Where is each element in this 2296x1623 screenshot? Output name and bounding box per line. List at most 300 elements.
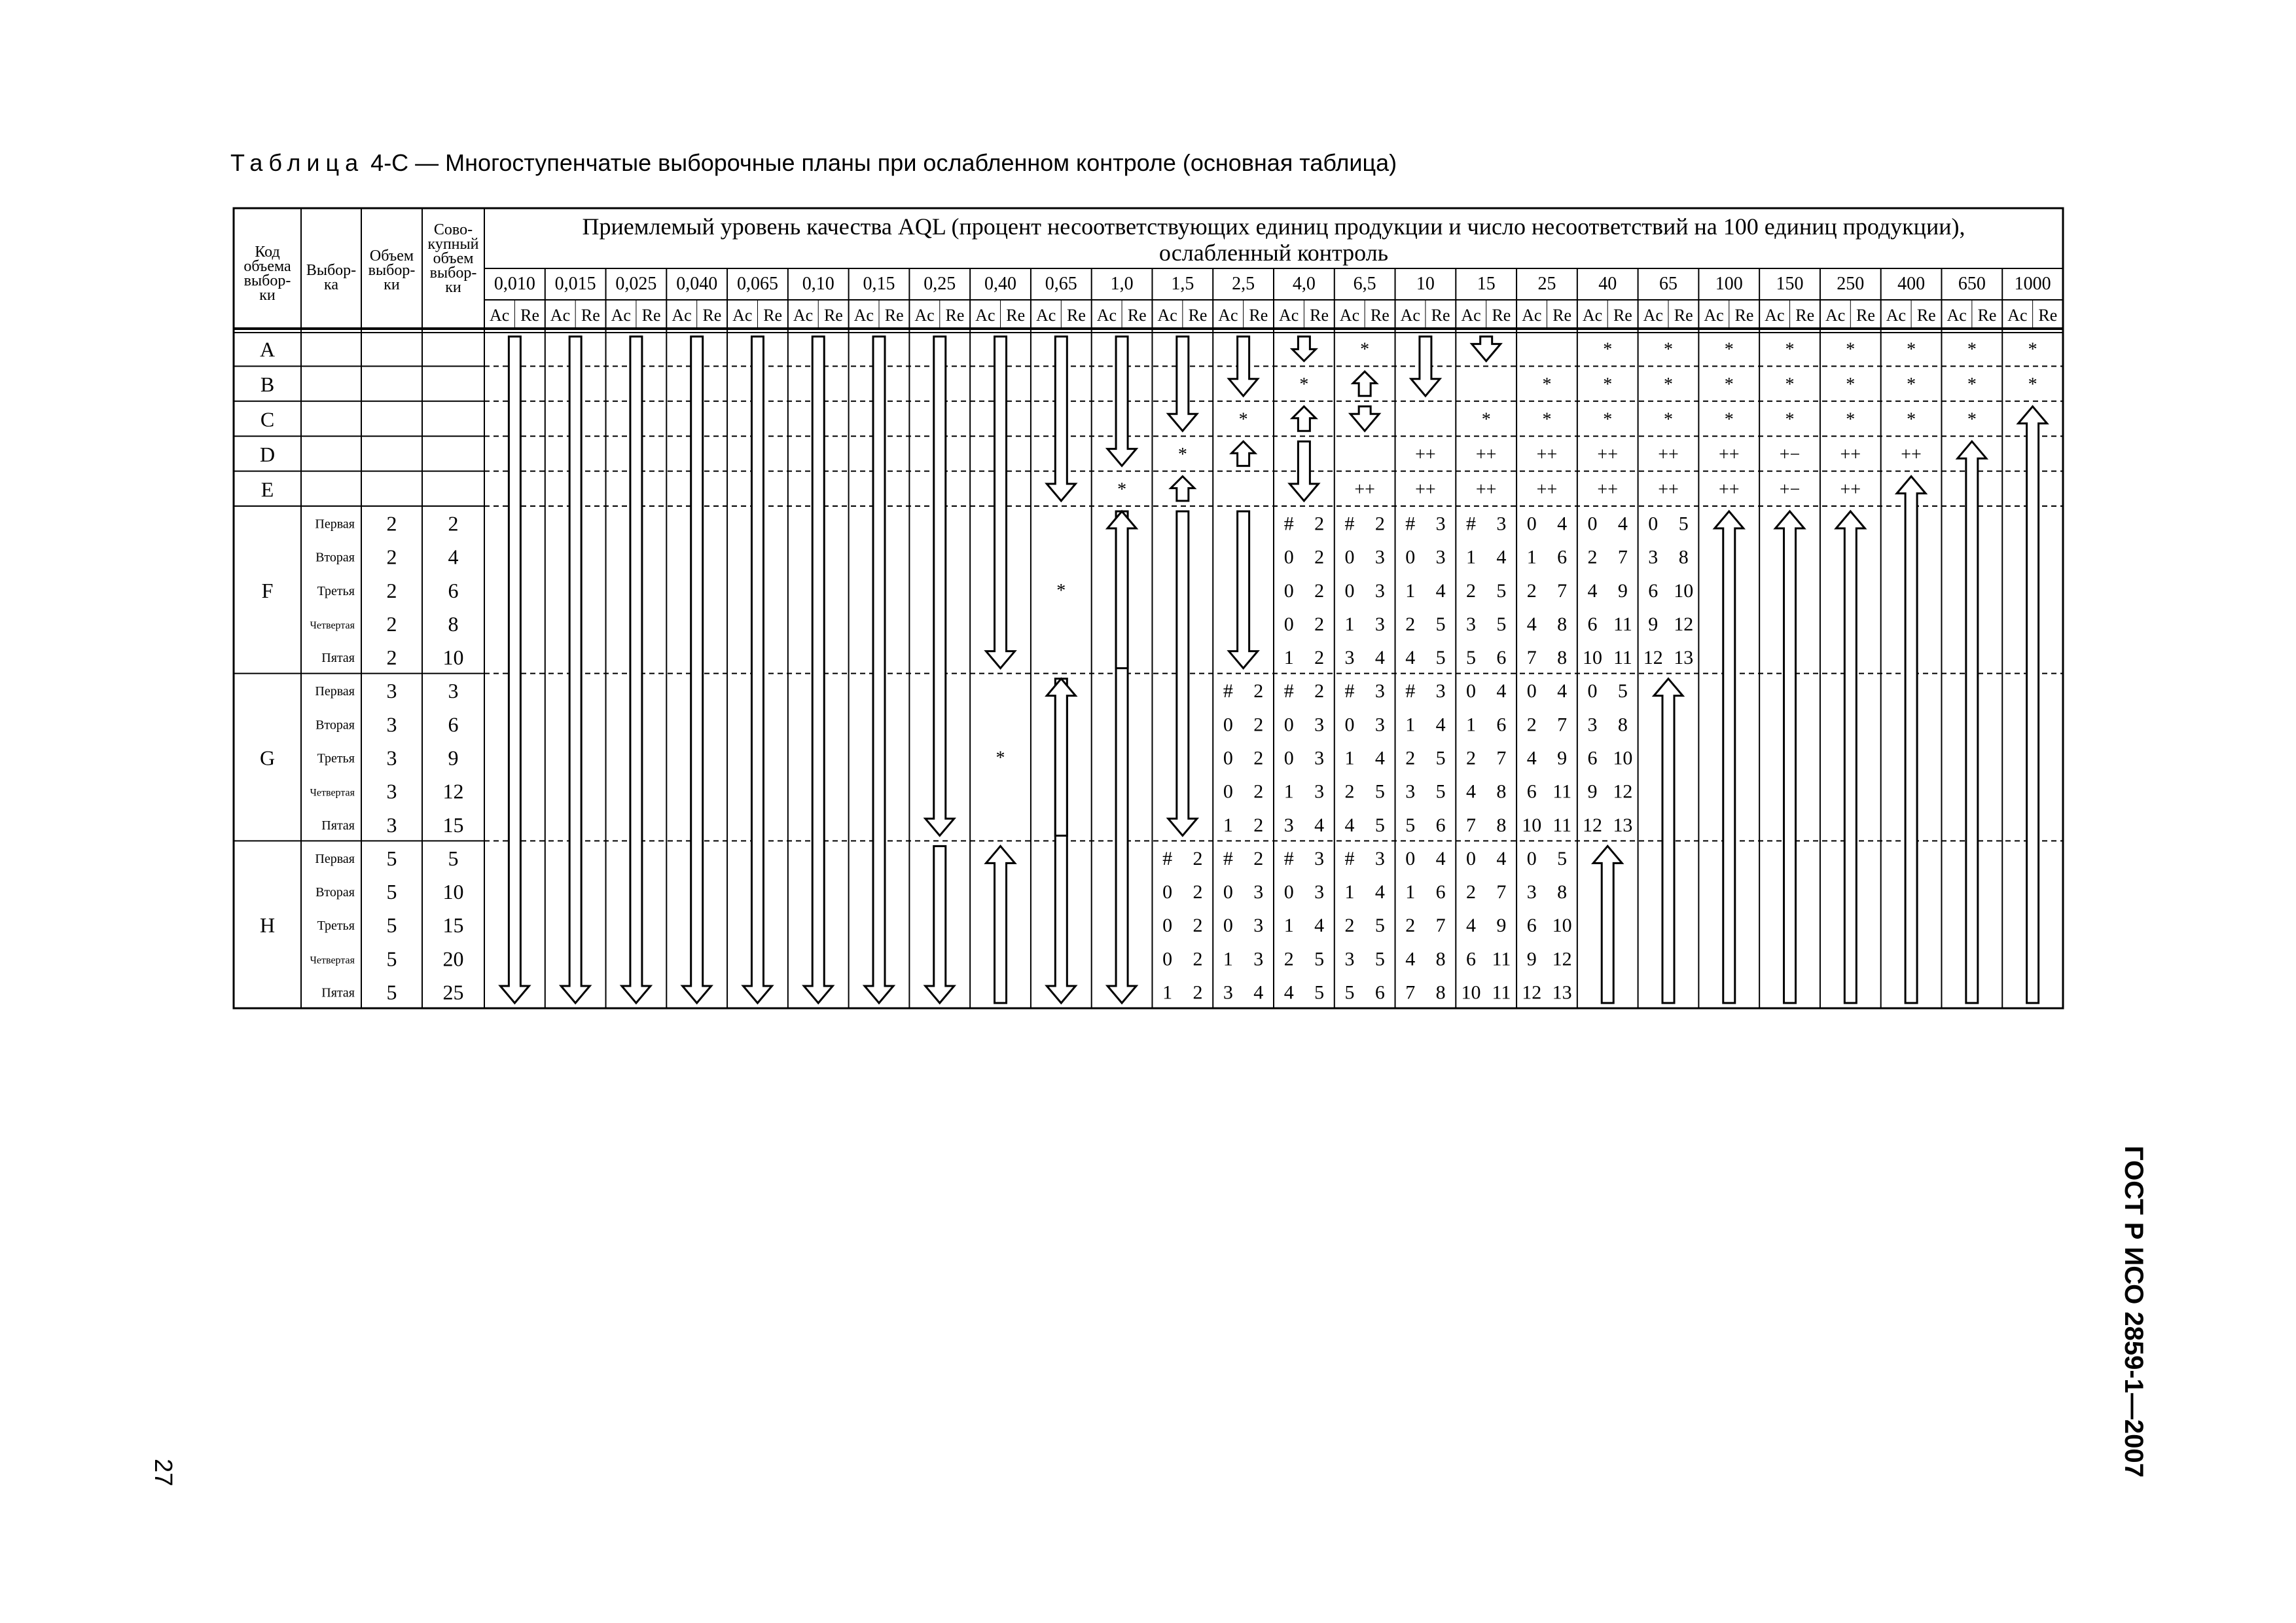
asterisk-mark: * bbox=[1785, 339, 1795, 360]
ac-value: 0 bbox=[1344, 546, 1355, 568]
re-value: 7 bbox=[1496, 881, 1507, 903]
re-value: 7 bbox=[1557, 714, 1568, 736]
ac-value: 1 bbox=[1405, 881, 1416, 903]
ac-label: Ac bbox=[1279, 306, 1299, 325]
re-value: 3 bbox=[1435, 546, 1446, 568]
cumulative-size: 15 bbox=[442, 913, 464, 938]
page-number-text: 27 bbox=[149, 1459, 177, 1487]
re-value: 5 bbox=[1374, 814, 1385, 836]
ac-value: # bbox=[1344, 513, 1355, 535]
re-value: 8 bbox=[1557, 613, 1568, 635]
asterisk-mark: * bbox=[1603, 409, 1613, 430]
re-value: 5 bbox=[1496, 613, 1507, 635]
sample-size: 3 bbox=[386, 779, 397, 803]
code-letter: C bbox=[260, 407, 275, 431]
ac-label: Ac bbox=[793, 306, 814, 325]
ac-value: 1 bbox=[1466, 714, 1476, 736]
aql-level-label: 0,15 bbox=[863, 274, 895, 294]
re-value: 4 bbox=[1374, 647, 1385, 669]
re-value: 8 bbox=[1557, 647, 1568, 669]
re-value: 3 bbox=[1314, 714, 1325, 736]
re-value: 6 bbox=[1374, 981, 1385, 1004]
asterisk-mark: * bbox=[1360, 339, 1370, 360]
re-value: 4 bbox=[1496, 546, 1507, 568]
code-letter: E bbox=[260, 477, 274, 501]
stage-label: Четвертая bbox=[310, 787, 355, 799]
aql-level-label: 250 bbox=[1837, 274, 1865, 294]
re-value: 7 bbox=[1435, 915, 1446, 937]
re-value: 5 bbox=[1374, 780, 1385, 803]
aql-level-label: 0,25 bbox=[924, 274, 956, 294]
re-label: Re bbox=[1734, 306, 1754, 325]
asterisk-mark: * bbox=[2028, 339, 2037, 360]
sample-size: 3 bbox=[386, 679, 397, 703]
ac-value: 12 bbox=[1643, 647, 1663, 669]
aql-level-label: 150 bbox=[1776, 274, 1804, 294]
plus-mark: ++ bbox=[1658, 479, 1679, 500]
asterisk-mark: * bbox=[1603, 374, 1613, 395]
arrow-up-icon bbox=[1776, 511, 1804, 1003]
re-value: 3 bbox=[1435, 680, 1446, 702]
re-label: Re bbox=[520, 306, 540, 325]
re-value: 13 bbox=[1552, 981, 1572, 1004]
plus-mark: ++ bbox=[1354, 479, 1375, 500]
ac-value: 0 bbox=[1405, 546, 1416, 568]
re-value: 2 bbox=[1314, 680, 1325, 702]
re-label: Re bbox=[1127, 306, 1147, 325]
ac-label: Ac bbox=[1643, 306, 1663, 325]
ac-value: 2 bbox=[1344, 915, 1355, 937]
ac-value: 2 bbox=[1405, 747, 1416, 769]
header-size-text: Объем bbox=[369, 247, 414, 264]
re-label: Re bbox=[1370, 306, 1390, 325]
ac-value: # bbox=[1405, 513, 1416, 535]
re-value: 3 bbox=[1374, 847, 1385, 869]
re-label: Re bbox=[1188, 306, 1208, 325]
re-value: 11 bbox=[1552, 814, 1572, 836]
asterisk-mark: * bbox=[1967, 409, 1977, 430]
ac-value: 7 bbox=[1466, 814, 1476, 836]
plus-mark: ++ bbox=[1536, 479, 1558, 500]
stage-label: Первая bbox=[315, 851, 355, 866]
sample-size: 3 bbox=[386, 812, 397, 837]
ac-label: Ac bbox=[490, 306, 510, 325]
asterisk-mark: * bbox=[1967, 339, 1977, 360]
asterisk-mark: * bbox=[1664, 339, 1673, 360]
re-value: 3 bbox=[1496, 513, 1507, 535]
cumulative-size: 9 bbox=[448, 746, 459, 770]
re-value: 3 bbox=[1253, 881, 1264, 903]
arrow-up-icon bbox=[1232, 441, 1255, 465]
re-label: Re bbox=[581, 306, 600, 325]
re-value: 4 bbox=[1314, 814, 1325, 836]
re-value: 5 bbox=[1617, 680, 1628, 702]
aql-level-label: 4,0 bbox=[1292, 274, 1316, 294]
re-value: 2 bbox=[1314, 647, 1325, 669]
re-label: Re bbox=[884, 306, 904, 325]
re-value: 4 bbox=[1253, 981, 1264, 1004]
re-value: 13 bbox=[1613, 814, 1633, 836]
ac-value: 0 bbox=[1162, 915, 1173, 937]
ac-label: Ac bbox=[550, 306, 571, 325]
arrow-down-icon bbox=[986, 337, 1015, 668]
re-label: Re bbox=[763, 306, 783, 325]
re-value: 8 bbox=[1435, 981, 1446, 1004]
ac-value: # bbox=[1283, 680, 1294, 702]
ac-value: 2 bbox=[1344, 780, 1355, 803]
ac-value: 3 bbox=[1344, 647, 1355, 669]
ac-value: 1 bbox=[1283, 780, 1294, 803]
header-cumulative-text: ки bbox=[445, 279, 461, 296]
ac-value: 2 bbox=[1466, 881, 1476, 903]
header-sample-text: ка bbox=[324, 276, 338, 293]
re-value: 3 bbox=[1374, 613, 1385, 635]
code-letter: D bbox=[259, 442, 276, 466]
ac-value: 4 bbox=[1405, 948, 1416, 970]
arrow-up-icon bbox=[1897, 477, 1926, 1003]
asterisk-mark: * bbox=[1238, 409, 1248, 430]
cumulative-size: 2 bbox=[448, 511, 459, 536]
re-value: 10 bbox=[1613, 747, 1633, 769]
sample-size: 3 bbox=[386, 712, 397, 737]
re-value: 5 bbox=[1557, 847, 1568, 869]
re-label: Re bbox=[823, 306, 843, 325]
arrow-down-icon bbox=[1472, 337, 1501, 361]
ac-label: Ac bbox=[1400, 306, 1420, 325]
ac-value: 3 bbox=[1223, 981, 1233, 1004]
ac-value: 7 bbox=[1405, 981, 1416, 1004]
ac-value: 12 bbox=[1522, 981, 1542, 1004]
aql-level-label: 1000 bbox=[2014, 274, 2051, 294]
cumulative-size: 5 bbox=[448, 846, 459, 870]
ac-value: 0 bbox=[1223, 747, 1233, 769]
sample-size: 5 bbox=[386, 880, 397, 904]
ac-value: 4 bbox=[1466, 780, 1476, 803]
aql-level-label: 0,040 bbox=[676, 274, 718, 294]
re-value: 9 bbox=[1496, 915, 1507, 937]
ac-value: 0 bbox=[1526, 680, 1537, 702]
cumulative-size: 20 bbox=[442, 947, 464, 971]
ac-label: Ac bbox=[1096, 306, 1117, 325]
ac-label: Ac bbox=[1157, 306, 1177, 325]
asterisk-mark: * bbox=[1177, 444, 1187, 465]
aql-level-label: 10 bbox=[1416, 274, 1435, 294]
arrow-down-icon bbox=[1229, 337, 1258, 396]
ac-value: 10 bbox=[1583, 647, 1603, 669]
sample-size: 2 bbox=[386, 545, 397, 569]
ac-value: 0 bbox=[1283, 613, 1294, 635]
asterisk-mark: * bbox=[1907, 374, 1916, 395]
aql-level-label: 0,40 bbox=[984, 274, 1017, 294]
re-label: Re bbox=[1310, 306, 1329, 325]
re-value: 7 bbox=[1496, 747, 1507, 769]
re-value: 5 bbox=[1314, 948, 1325, 970]
ac-value: 4 bbox=[1344, 814, 1355, 836]
re-value: 9 bbox=[1617, 579, 1628, 602]
aql-level-label: 0,10 bbox=[802, 274, 834, 294]
aql-level-label: 6,5 bbox=[1353, 274, 1376, 294]
sample-size: 5 bbox=[386, 913, 397, 938]
ac-label: Ac bbox=[611, 306, 631, 325]
ac-value: 6 bbox=[1526, 915, 1537, 937]
ac-value: 1 bbox=[1466, 546, 1476, 568]
re-value: 4 bbox=[1374, 747, 1385, 769]
ac-value: 0 bbox=[1526, 513, 1537, 535]
re-value: 5 bbox=[1374, 915, 1385, 937]
ac-value: 6 bbox=[1526, 780, 1537, 803]
arrow-down-icon bbox=[1411, 337, 1440, 396]
ac-value: 10 bbox=[1522, 814, 1542, 836]
plus-mark: ++ bbox=[1415, 444, 1436, 465]
ac-value: 1 bbox=[1162, 981, 1173, 1004]
cumulative-size: 12 bbox=[442, 779, 464, 803]
re-value: 8 bbox=[1678, 546, 1689, 568]
re-value: 11 bbox=[1492, 981, 1511, 1004]
cumulative-size: 3 bbox=[448, 679, 459, 703]
asterisk-mark: * bbox=[1724, 409, 1734, 430]
re-value: 4 bbox=[1435, 579, 1446, 602]
ac-value: 3 bbox=[1466, 613, 1476, 635]
aql-level-label: 1,5 bbox=[1171, 274, 1194, 294]
ac-label: Ac bbox=[1461, 306, 1481, 325]
sample-size: 5 bbox=[386, 980, 397, 1004]
arrow-down-icon bbox=[1350, 407, 1379, 431]
re-value: 4 bbox=[1435, 714, 1446, 736]
re-value: 6 bbox=[1557, 546, 1568, 568]
re-label: Re bbox=[1552, 306, 1572, 325]
re-value: 6 bbox=[1496, 714, 1507, 736]
aql-level-label: 0,065 bbox=[736, 274, 778, 294]
re-value: 9 bbox=[1557, 747, 1568, 769]
ac-value: 5 bbox=[1466, 647, 1476, 669]
header-code-text: объема bbox=[243, 258, 291, 275]
re-value: 6 bbox=[1496, 647, 1507, 669]
aql-level-label: 650 bbox=[1958, 274, 1986, 294]
aql-title: Приемлемый уровень качества AQL (процент несоответствующих единиц продукции и число несоответствий на 100 единиц продукции), bbox=[582, 213, 1965, 240]
ac-value: 0 bbox=[1283, 881, 1294, 903]
header-size-text: выбор- bbox=[368, 262, 416, 279]
ac-label: Ac bbox=[1339, 306, 1360, 325]
ac-label: Ac bbox=[1765, 306, 1785, 325]
ac-value: 1 bbox=[1344, 613, 1355, 635]
ac-label: Ac bbox=[2007, 306, 2028, 325]
ac-value: 0 bbox=[1283, 546, 1294, 568]
ac-value: 7 bbox=[1526, 647, 1537, 669]
re-label: Re bbox=[1977, 306, 1997, 325]
ac-label: Ac bbox=[975, 306, 996, 325]
re-value: 3 bbox=[1314, 881, 1325, 903]
ac-label: Ac bbox=[914, 306, 935, 325]
ac-value: 4 bbox=[1526, 613, 1537, 635]
stage-label: Пятая bbox=[321, 985, 355, 1000]
asterisk-mark: * bbox=[1664, 409, 1673, 430]
cumulative-size: 10 bbox=[442, 646, 464, 670]
ac-value: 4 bbox=[1466, 915, 1476, 937]
aql-level-label: 400 bbox=[1897, 274, 1926, 294]
aql-level-label: 65 bbox=[1659, 274, 1677, 294]
re-label: Re bbox=[1067, 306, 1086, 325]
re-value: 2 bbox=[1314, 513, 1325, 535]
arrow-down-icon bbox=[925, 337, 954, 835]
re-value: 3 bbox=[1314, 747, 1325, 769]
ac-value: 2 bbox=[1466, 579, 1476, 602]
aql-level-label: 2,5 bbox=[1232, 274, 1255, 294]
cumulative-size: 8 bbox=[448, 611, 459, 636]
plus-mark: ++ bbox=[1415, 479, 1436, 500]
ac-label: Ac bbox=[672, 306, 692, 325]
re-value: 3 bbox=[1374, 579, 1385, 602]
re-label: Re bbox=[1916, 306, 1936, 325]
ac-value: 2 bbox=[1587, 546, 1598, 568]
asterisk-mark: * bbox=[2028, 374, 2037, 395]
ac-value: 10 bbox=[1461, 981, 1481, 1004]
aql-level-label: 25 bbox=[1537, 274, 1556, 294]
re-label: Re bbox=[2038, 306, 2058, 325]
re-value: 2 bbox=[1253, 847, 1264, 869]
re-label: Re bbox=[641, 306, 661, 325]
ac-value: 0 bbox=[1526, 847, 1537, 869]
cumulative-size: 6 bbox=[448, 578, 459, 602]
re-value: 12 bbox=[1613, 780, 1633, 803]
re-value: 3 bbox=[1314, 780, 1325, 803]
re-label: Re bbox=[1613, 306, 1632, 325]
arrow-down-icon bbox=[1168, 337, 1197, 431]
ac-value: 6 bbox=[1587, 613, 1598, 635]
arrow-down-icon bbox=[1229, 511, 1258, 668]
asterisk-mark: * bbox=[996, 748, 1005, 769]
header-cumulative-text: Сово- bbox=[433, 221, 473, 238]
plus-mark: ++ bbox=[1718, 444, 1740, 465]
arrow-up-icon bbox=[2018, 407, 2047, 1003]
asterisk-mark: * bbox=[1846, 374, 1856, 395]
plus-mark: ++ bbox=[1840, 444, 1861, 465]
aql-level-label: 100 bbox=[1715, 274, 1743, 294]
ac-value: 0 bbox=[1344, 579, 1355, 602]
re-label: Re bbox=[1856, 306, 1875, 325]
re-value: 8 bbox=[1435, 948, 1446, 970]
asterisk-mark: * bbox=[1542, 409, 1552, 430]
code-letter: A bbox=[259, 337, 276, 361]
re-value: 3 bbox=[1253, 948, 1264, 970]
re-value: 2 bbox=[1193, 847, 1203, 869]
ac-value: 4 bbox=[1283, 981, 1294, 1004]
re-label: Re bbox=[1492, 306, 1511, 325]
arrow-up-icon bbox=[1353, 371, 1376, 395]
re-value: 2 bbox=[1314, 613, 1325, 635]
ac-value: 3 bbox=[1405, 780, 1416, 803]
ac-value: 0 bbox=[1223, 714, 1233, 736]
ac-value: 1 bbox=[1344, 881, 1355, 903]
arrow-up-icon bbox=[1171, 477, 1194, 501]
re-value: 2 bbox=[1253, 714, 1264, 736]
re-label: Re bbox=[1249, 306, 1268, 325]
ac-value: # bbox=[1344, 680, 1355, 702]
header-cumulative-text: купный bbox=[427, 236, 479, 253]
re-label: Re bbox=[1795, 306, 1815, 325]
re-value: 4 bbox=[1557, 680, 1568, 702]
ac-value: 0 bbox=[1587, 680, 1598, 702]
asterisk-mark: * bbox=[1785, 374, 1795, 395]
stage-label: Пятая bbox=[321, 651, 355, 666]
re-value: 4 bbox=[1496, 847, 1507, 869]
ac-value: 0 bbox=[1162, 948, 1173, 970]
re-value: 2 bbox=[1193, 881, 1203, 903]
ac-value: # bbox=[1344, 847, 1355, 869]
ac-value: 9 bbox=[1648, 613, 1659, 635]
ac-value: 1 bbox=[1405, 579, 1416, 602]
stage-label: Первая bbox=[315, 684, 355, 699]
plus-mark: ++ bbox=[1901, 444, 1922, 465]
asterisk-mark: * bbox=[1542, 374, 1552, 395]
arrow-up-icon bbox=[1292, 407, 1316, 431]
re-value: 7 bbox=[1617, 546, 1628, 568]
ac-value: 0 bbox=[1344, 714, 1355, 736]
re-value: 4 bbox=[1314, 915, 1325, 937]
ac-value: 2 bbox=[1526, 714, 1537, 736]
re-value: 3 bbox=[1314, 847, 1325, 869]
plus-mark: ++ bbox=[1840, 479, 1861, 500]
re-value: 5 bbox=[1435, 613, 1446, 635]
re-value: 2 bbox=[1253, 814, 1264, 836]
re-value: 8 bbox=[1557, 881, 1568, 903]
ac-value: 0 bbox=[1223, 780, 1233, 803]
sample-size: 5 bbox=[386, 846, 397, 870]
ac-value: 1 bbox=[1223, 948, 1233, 970]
arrow-down-icon bbox=[743, 337, 772, 1003]
ac-value: 0 bbox=[1223, 881, 1233, 903]
ac-value: 3 bbox=[1648, 546, 1659, 568]
ac-value: 6 bbox=[1466, 948, 1476, 970]
ac-label: Ac bbox=[1825, 306, 1846, 325]
arrow-up-icon bbox=[1107, 511, 1136, 668]
re-value: 11 bbox=[1613, 647, 1632, 669]
re-value: 5 bbox=[1496, 579, 1507, 602]
ac-label: Ac bbox=[853, 306, 874, 325]
ac-value: 9 bbox=[1526, 948, 1537, 970]
ac-value: 0 bbox=[1466, 847, 1476, 869]
code-letter: F bbox=[261, 578, 274, 602]
asterisk-mark: * bbox=[1481, 409, 1491, 430]
re-value: 2 bbox=[1253, 780, 1264, 803]
ac-value: 0 bbox=[1648, 513, 1659, 535]
re-value: 3 bbox=[1374, 680, 1385, 702]
ac-value: 2 bbox=[1466, 747, 1476, 769]
ac-value: 1 bbox=[1526, 546, 1537, 568]
aql-level-label: 0,65 bbox=[1045, 274, 1077, 294]
ac-label: Ac bbox=[1035, 306, 1056, 325]
ac-value: 5 bbox=[1405, 814, 1416, 836]
ac-value: 3 bbox=[1283, 814, 1294, 836]
header-size-text: ки bbox=[384, 276, 400, 293]
stage-label: Четвертая bbox=[310, 619, 355, 631]
arrow-down-icon bbox=[925, 846, 954, 1003]
re-value: 2 bbox=[1314, 546, 1325, 568]
asterisk-mark: * bbox=[1846, 339, 1856, 360]
re-value: 5 bbox=[1374, 948, 1385, 970]
cumulative-size: 10 bbox=[442, 880, 464, 904]
re-value: 8 bbox=[1617, 714, 1628, 736]
sample-size: 2 bbox=[386, 511, 397, 536]
re-value: 5 bbox=[1435, 780, 1446, 803]
header-cumulative-text: объем bbox=[433, 250, 474, 267]
ac-value: 1 bbox=[1283, 647, 1294, 669]
ac-value: 3 bbox=[1344, 948, 1355, 970]
ac-value: 6 bbox=[1648, 579, 1659, 602]
ac-value: 0 bbox=[1283, 579, 1294, 602]
re-value: 3 bbox=[1374, 714, 1385, 736]
stage-label: Вторая bbox=[315, 550, 355, 565]
cumulative-size: 25 bbox=[442, 980, 464, 1004]
